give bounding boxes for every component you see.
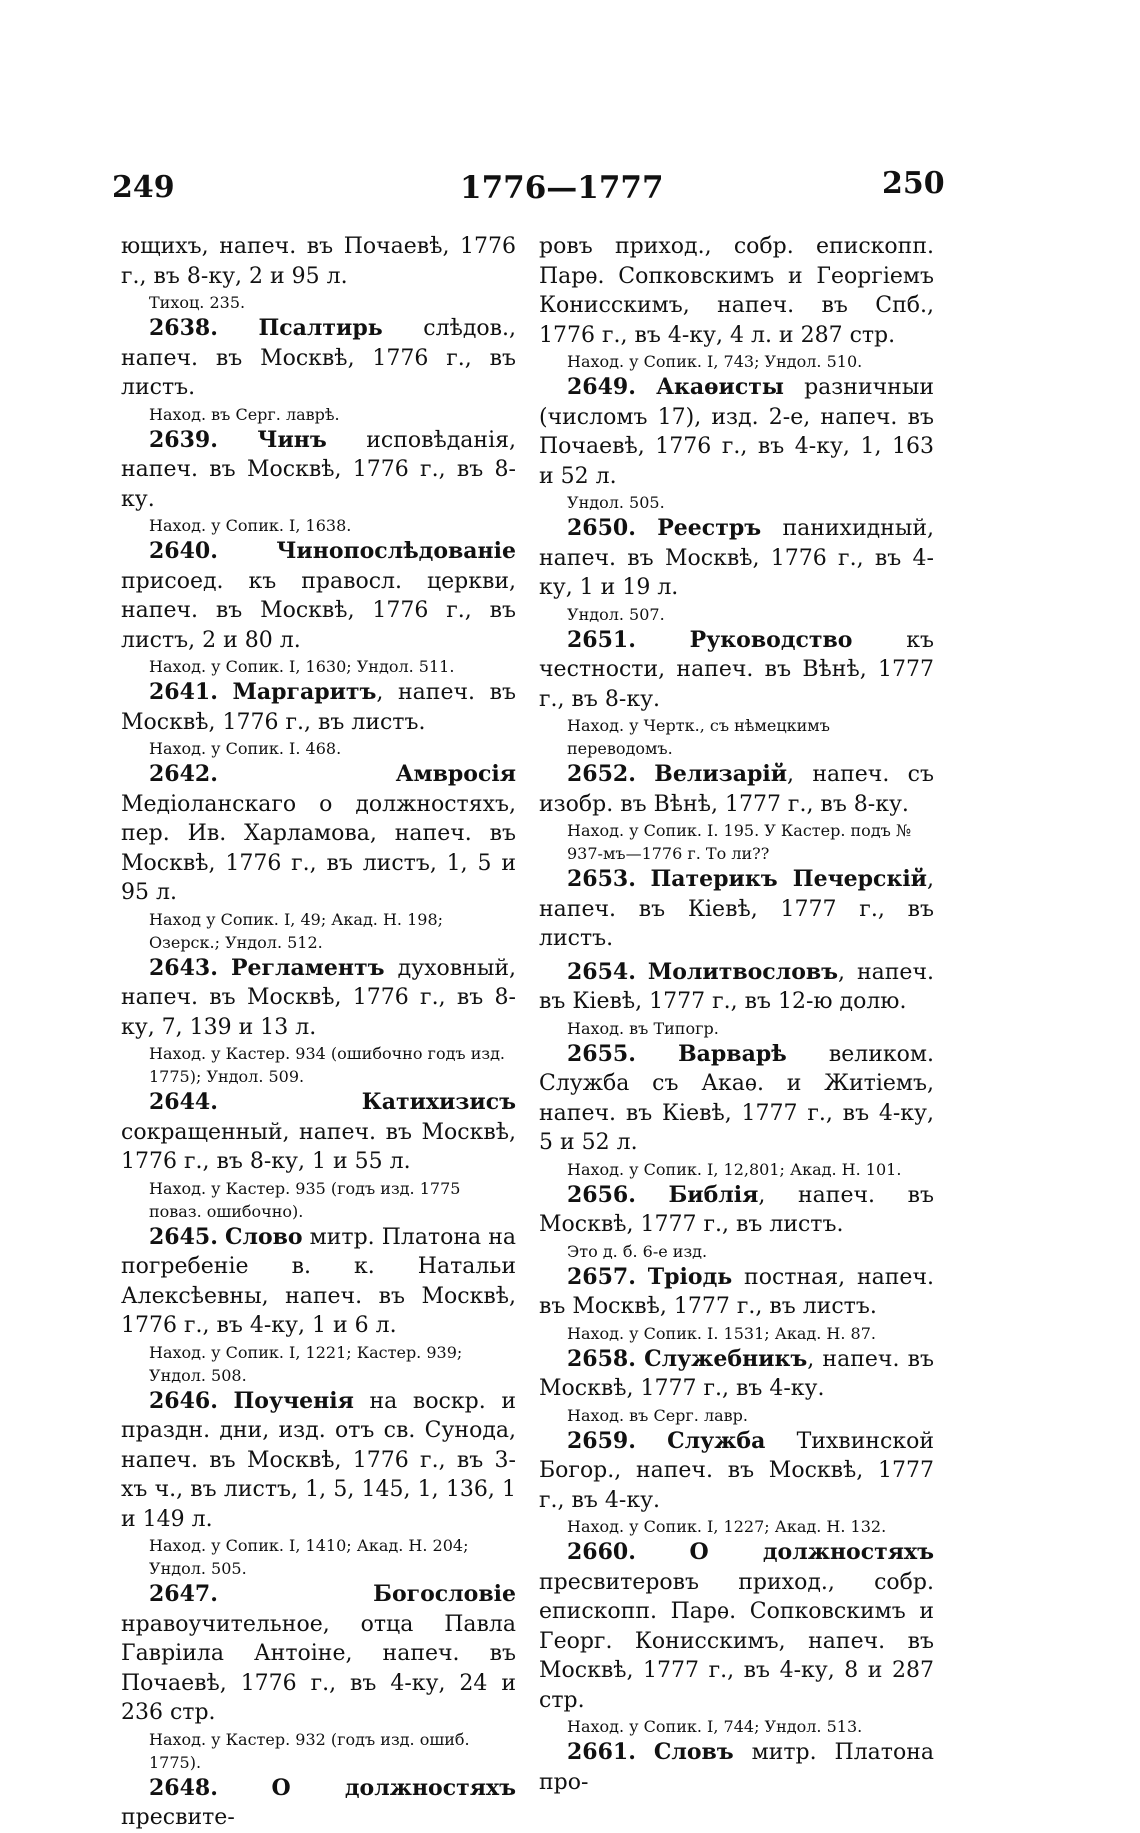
catalog-entry: [121, 954, 516, 1043]
entry-title: Велизарій: [654, 761, 788, 787]
holding-note: Наход. у Сопик. I. 468.: [149, 739, 342, 758]
catalog-entry: [121, 1387, 516, 1535]
entry-title: Тріодь: [647, 1263, 733, 1290]
catalog-entry: [539, 1345, 934, 1404]
entry-text: къ честности, напеч. въ Вѣнѣ, 1777 г., въ 8-ку.: [539, 627, 934, 712]
entry-number: 2646.: [149, 1387, 218, 1414]
entry-continuation: ровъ приход., собр. епископп. Парѳ. Сопковскимъ и Георгіемъ Конисскимъ, напеч. въ Спб., 1776 г., въ 4-ку, 4 л. и 287 стр.: [539, 234, 934, 348]
catalog-entry: [121, 426, 516, 515]
page-number-left: 249: [112, 170, 175, 205]
page-number-right: 250: [882, 166, 945, 201]
entry-title: Регламентъ: [231, 954, 385, 981]
entry-text: сокращенный, напеч. въ Москвѣ, 1776 г., въ 8-ку, 1 и 55 л.: [121, 1119, 516, 1174]
entry-text: Медіоланскаго о должностяхъ, пер. Ив. Харламова, напеч. въ Москвѣ, 1776 г., въ листъ, 1, 5 и 95 л.: [121, 791, 516, 905]
entry-text: Тихвинской Богор., напеч. въ Москвѣ, 1777 г., въ 4-ку.: [539, 1428, 934, 1513]
entry-number: 2660.: [567, 1539, 636, 1565]
entry-text: пресвитеровъ приход., собр. епископп. Парѳ. Сопковскимъ и Георг. Конисскимъ, напеч. въ Москвѣ, 1777 г., въ 4-ку, 8 и 287 стр.: [539, 1569, 934, 1713]
holding-note: Ундол. 507.: [567, 604, 665, 624]
catalog-entry: [121, 678, 516, 737]
catalog-entry: [121, 760, 516, 908]
catalog-entry: [539, 626, 934, 715]
entry-title: Патерикъ Печерскій: [650, 866, 928, 892]
holding-note: Наход. въ Типогр.: [567, 1018, 719, 1038]
entry-text: митр. Платона про-: [539, 1740, 934, 1795]
entry-number: 2651.: [567, 626, 636, 653]
entry-text: присоед. къ правосл. церкви, напеч. въ Москвѣ, 1776 г., въ листъ, 2 и 80 л.: [121, 568, 516, 653]
holding-note: Наход. у Сопик. I. 195. У Кастер. подъ № 937-мъ—1776 г. То ли??: [567, 821, 912, 863]
holding-note: Наход. у Сопик. I, 1410; Акад. Н. 204; Ундол. 505.: [149, 1536, 469, 1578]
catalog-entry: [121, 314, 516, 403]
catalog-entry: [539, 1538, 934, 1715]
entry-number: 2638.: [149, 315, 218, 341]
catalog-entry: [539, 865, 934, 954]
entry-text: постная, напеч. въ Москвѣ, 1777 г., въ листъ.: [539, 1264, 934, 1319]
entry-title: Библія: [668, 1181, 759, 1208]
holding-note: Наход. у Сопик. I. 1531; Акад. Н. 87.: [567, 1323, 876, 1343]
entry-continuation: ющихъ, напеч. въ Почаевѣ, 1776 г., въ 8-ку, 2 и 95 л.: [121, 234, 516, 289]
entry-text: , напеч. съ изобр. въ Вѣнѣ, 1777 г., въ 8-ку.: [539, 762, 934, 817]
holding-note: Наход. у Кастер. 935 (годъ изд. 1775 поваз. ошибочно).: [149, 1178, 461, 1221]
entry-title: Варварѣ: [678, 1040, 787, 1067]
entry-text: , напеч. въ Москвѣ, 1777 г., въ листъ.: [539, 1182, 934, 1237]
holding-note: Наход. у Сопик. I, 1227; Акад. Н. 132.: [567, 1517, 887, 1536]
entry-title: Маргаритъ: [232, 679, 377, 705]
entry-text: на воскр. и праздн. дни, изд. отъ св. Сунода, напеч. въ Москвѣ, 1776 г., въ 3-хъ ч., въ листъ, 1, 5, 145, 1, 136, 1 и 149 л.: [121, 1388, 517, 1532]
entry-number: 2642.: [149, 761, 218, 787]
entry-number: 2658.: [567, 1345, 636, 1372]
entry-text: великом. Служба съ Акаѳ. и Житіемъ, напеч. въ Кіевѣ, 1777 г., въ 4-ку, 5 и 52 л.: [539, 1041, 934, 1155]
holding-note: Наход. у Сопик. I, 1630; Ундол. 511.: [149, 657, 455, 676]
catalog-entry: [121, 1580, 516, 1728]
entry-number: 2654.: [567, 958, 636, 985]
entry-text: , напеч. въ Москвѣ, 1777 г., въ 4-ку.: [539, 1346, 934, 1401]
holding-note: Наход. у Сопик. I, 12,801; Акад. Н. 101.: [567, 1159, 902, 1179]
entry-title: Амвросія: [395, 761, 516, 787]
entry-title: Поученія: [233, 1387, 354, 1414]
entry-title: Слово: [224, 1223, 303, 1250]
entry-title: О должностяхъ: [271, 1774, 517, 1801]
entry-number: 2644.: [149, 1089, 218, 1115]
catalog-entry: [121, 1223, 516, 1341]
holding-note: Наход. въ Серг. лавр.: [567, 1405, 748, 1425]
holding-note: Наход. у Кастер. 932 (годъ изд. ошиб. 1775).: [149, 1729, 470, 1772]
entry-title: Словъ: [653, 1739, 734, 1765]
entry-number: 2653.: [567, 866, 636, 892]
holding-note: Наход. въ Серг. лаврѣ.: [149, 404, 340, 424]
holding-note: Наход. у Сопик. I, 743; Ундол. 510.: [567, 352, 863, 371]
entry-title: Богословіе: [373, 1581, 516, 1607]
entry-title: Руководство: [689, 626, 853, 653]
entry-number: 2656.: [567, 1181, 636, 1208]
catalog-entry: [539, 514, 934, 603]
catalog-entry: [539, 1181, 934, 1240]
entry-number: 2647.: [149, 1581, 218, 1607]
entry-title: Служба: [667, 1427, 766, 1454]
entry-title: Молитвословъ: [647, 958, 839, 985]
catalog-entry: [539, 958, 934, 1017]
catalog-entry: [121, 1088, 516, 1177]
catalog-entry: [539, 760, 934, 819]
entry-title: Реестръ: [657, 515, 762, 541]
entry-number: 2640.: [149, 538, 218, 564]
entry-title: Псалтирь: [258, 315, 383, 341]
catalog-entry: [121, 1774, 516, 1833]
holding-note: Наход. у Чертк., съ нѣмецкимъ переводомъ.: [567, 716, 830, 758]
entry-text: , напеч. въ Москвѣ, 1776 г., въ листъ.: [121, 680, 516, 735]
entry-number: 2648.: [149, 1774, 218, 1801]
entry-text: слѣдов., напеч. въ Москвѣ, 1776 г., въ листъ.: [121, 316, 516, 400]
catalog-entry: [539, 1738, 934, 1797]
holding-note: Ундол. 505.: [567, 493, 665, 512]
entry-text: , напеч. въ Кіевѣ, 1777 г., въ листъ.: [539, 867, 935, 951]
entry-number: 2643.: [149, 954, 218, 981]
entry-number: 2659.: [567, 1427, 636, 1454]
holding-note: Тихоц. 235.: [149, 293, 246, 312]
holding-note: Это д. б. 6-е изд.: [567, 1241, 708, 1261]
catalog-entry: [539, 1427, 934, 1516]
entry-text: панихидный, напеч. въ Москвѣ, 1776 г., въ 4-ку, 1 и 19 л.: [539, 516, 935, 600]
entry-title: Катихизисъ: [361, 1089, 516, 1115]
holding-note: Наход у Сопик. I, 49; Акад. Н. 198; Озерск.; Ундол. 512.: [149, 909, 444, 952]
entry-text: нравоучительное, отца Павла Гавріила Антоіне, напеч. въ Почаевѣ, 1776 г., въ 4-ку, 24 и 236 стр.: [121, 1611, 516, 1725]
entry-number: 2641.: [149, 679, 218, 705]
catalog-entry: [539, 1040, 934, 1158]
entry-text: духовный, напеч. въ Москвѣ, 1776 г., въ 8-ку, 7, 139 и 13 л.: [121, 955, 516, 1040]
entry-text: разничныи (числомъ 17), изд. 2-е, напеч. въ Почаевѣ, 1776 г., въ 4-ку, 1, 163 и 52 л.: [539, 375, 934, 489]
holding-note: Наход. у Сопик. I, 744; Ундол. 513.: [567, 1717, 863, 1736]
entry-number: 2655.: [567, 1040, 636, 1067]
entry-number: 2661.: [567, 1739, 636, 1765]
entry-number: 2650.: [567, 515, 636, 541]
entry-number: 2649.: [567, 374, 636, 400]
entry-number: 2652.: [567, 761, 636, 787]
running-head: 1776—1777: [460, 170, 664, 206]
catalog-entry: [539, 1263, 934, 1322]
holding-note: Наход. у Сопик. I, 1638.: [149, 516, 352, 535]
entry-number: 2639.: [149, 426, 218, 453]
entry-title: Акаѳисты: [656, 374, 784, 400]
entry-title: О должностяхъ: [689, 1539, 935, 1565]
entry-text: митр. Платона на погребеніе в. к. Натальи Алексѣевны, напеч. въ Москвѣ, 1776 г., въ 4-ку, 1 и 6 л.: [121, 1224, 516, 1338]
entry-title: Чинопослѣдованіе: [276, 538, 516, 564]
right-column: [539, 232, 934, 1797]
entry-text: пресвите-: [121, 1805, 235, 1830]
entry-title: Служебникъ: [644, 1345, 808, 1372]
entry-title: Чинъ: [257, 426, 327, 453]
entry-number: 2645.: [149, 1223, 218, 1250]
left-column: [121, 232, 516, 1833]
catalog-entry: [539, 373, 934, 491]
holding-note: Наход. у Кастер. 934 (ошибочно годъ изд. 1775); Ундол. 509.: [149, 1044, 506, 1086]
entry-text: , напеч. въ Кіевѣ, 1777 г., въ 12-ю долю.: [539, 959, 934, 1014]
holding-note: Наход. у Сопик. I, 1221; Кастер. 939; Ундол. 508.: [149, 1342, 463, 1385]
catalog-entry: [121, 537, 516, 655]
entry-number: 2657.: [567, 1263, 636, 1290]
entry-text: исповѣданія, напеч. въ Москвѣ, 1776 г., въ 8-ку.: [121, 427, 516, 512]
